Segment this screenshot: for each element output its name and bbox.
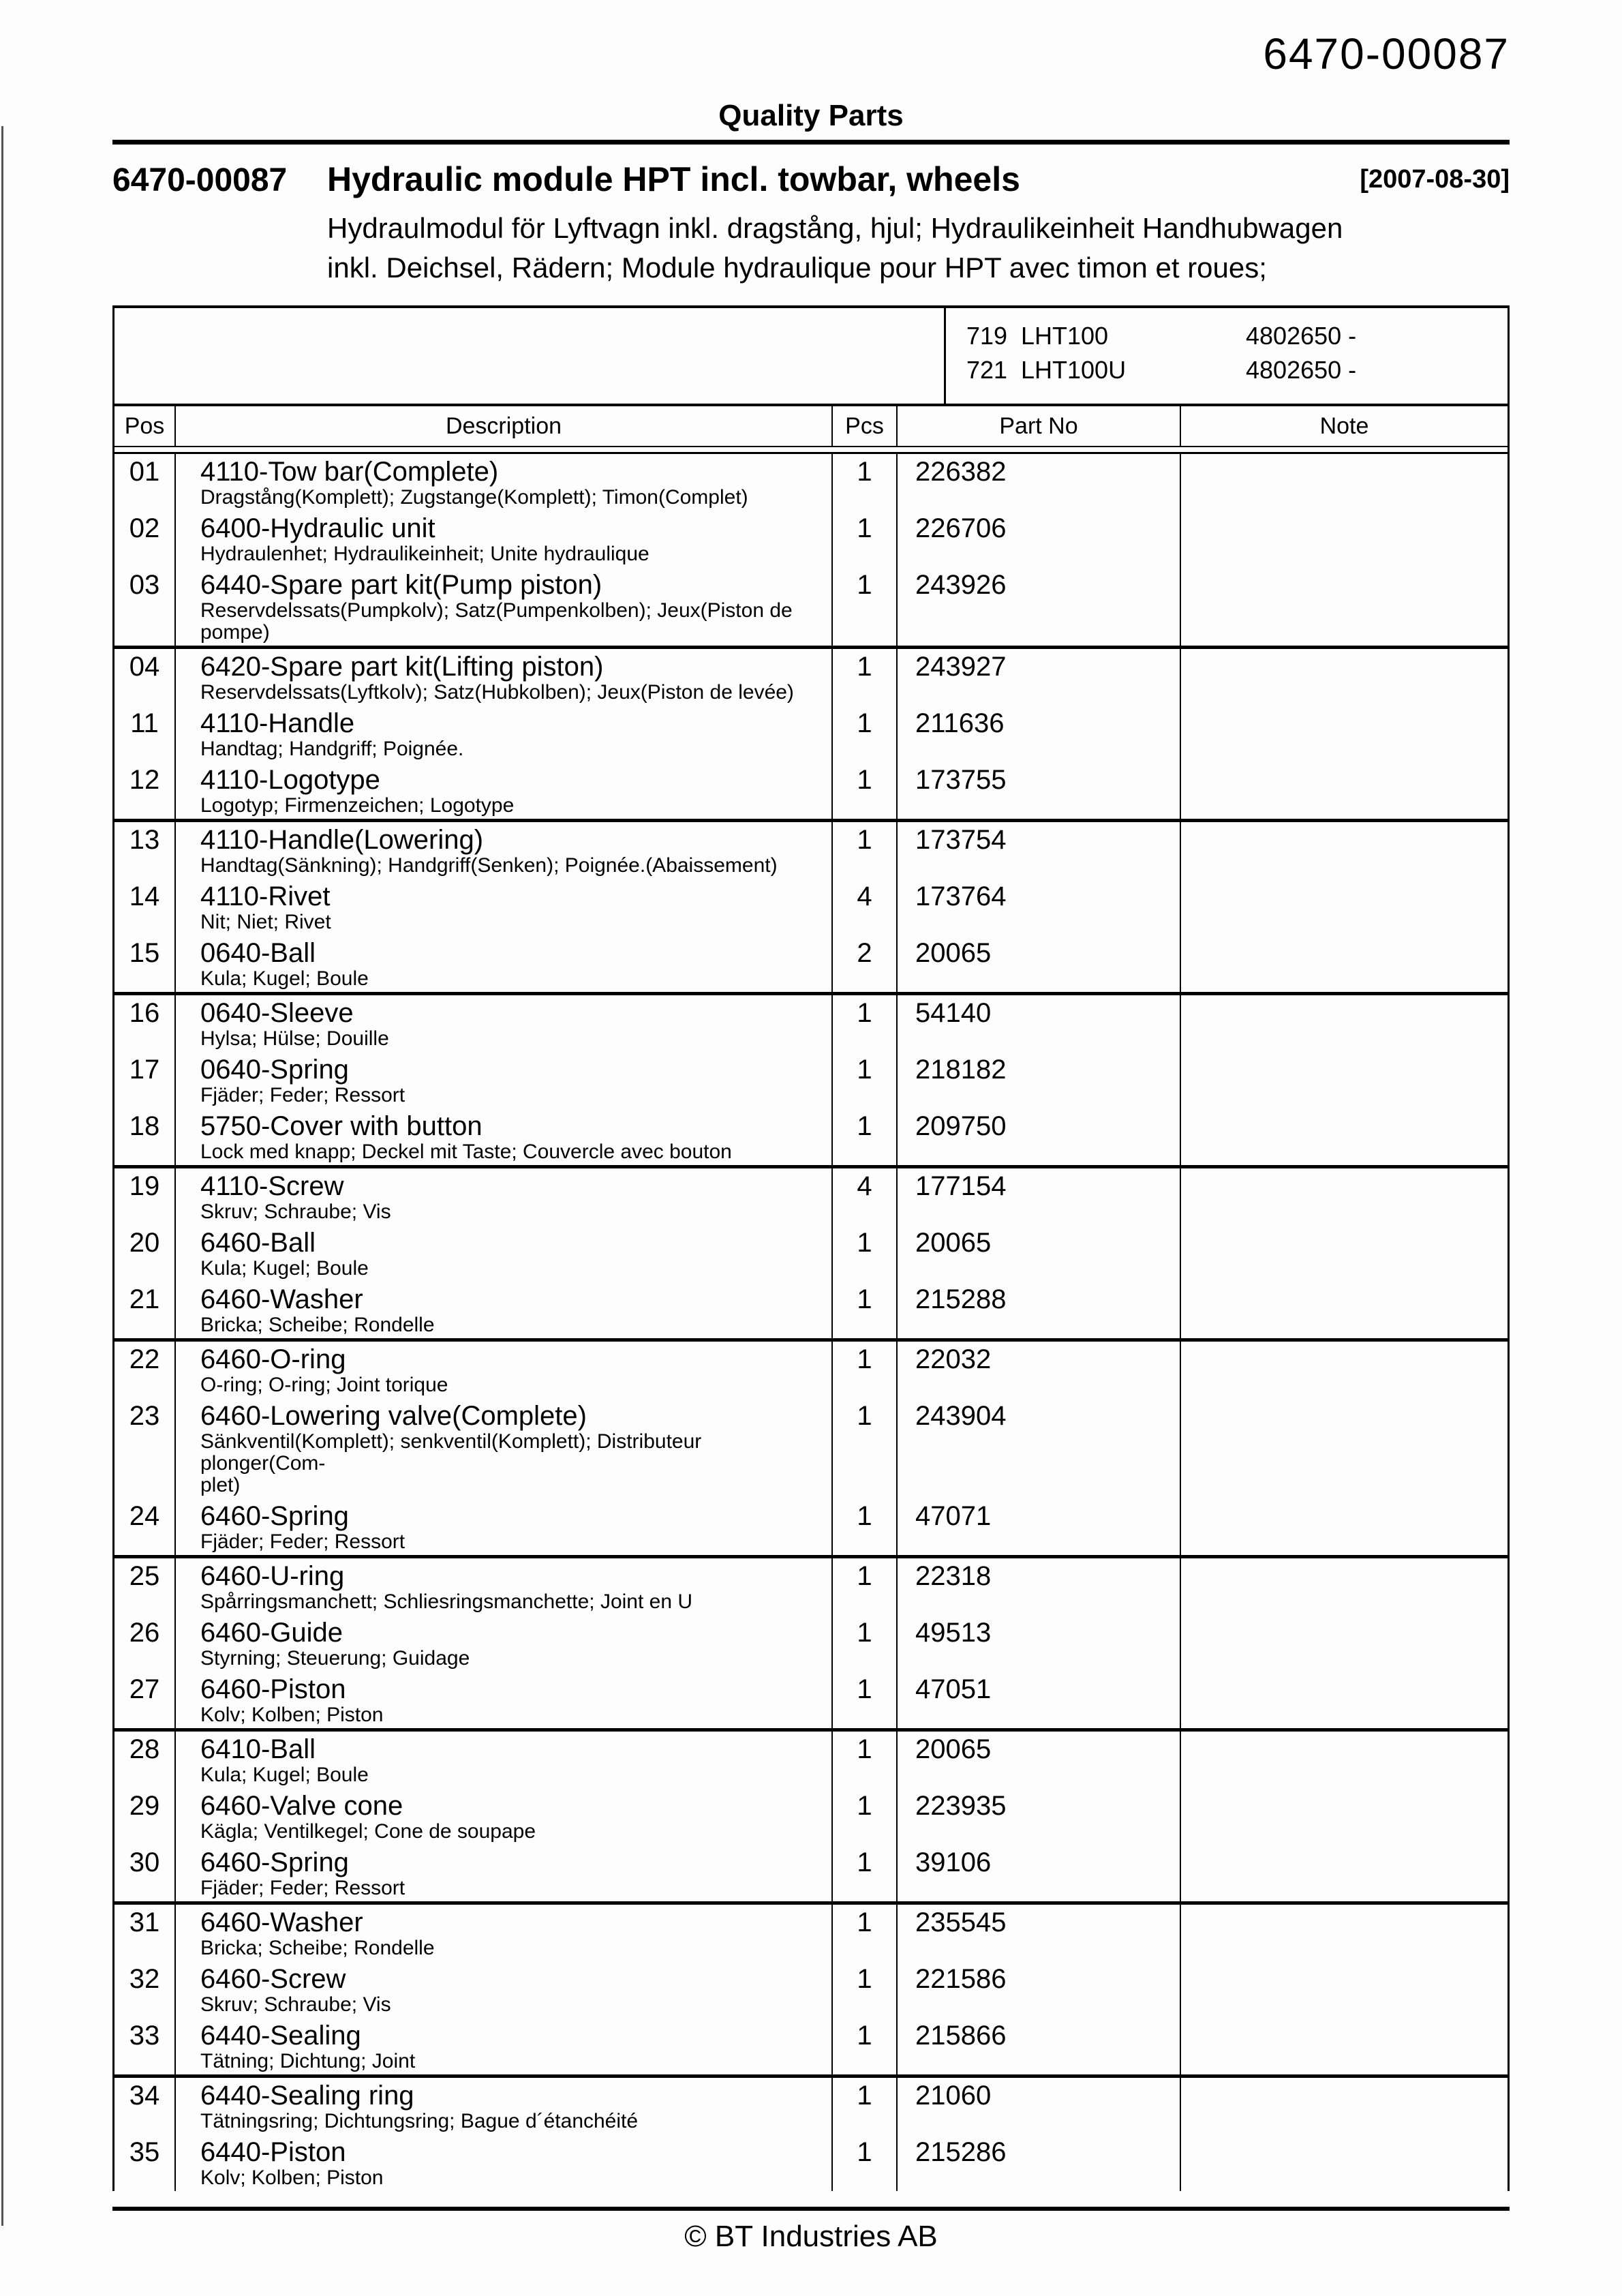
- row-pcs: 1: [833, 1615, 898, 1672]
- row-pos: 28: [114, 1732, 176, 1788]
- row-pos: 32: [114, 1961, 176, 2018]
- row-group: [114, 649, 1508, 822]
- row-description-sub: Fjäder; Feder; Ressort: [200, 1530, 406, 1553]
- row-pcs: 4: [833, 1168, 898, 1225]
- row-pos: 02: [114, 511, 176, 567]
- row-note: [1181, 762, 1508, 819]
- row-description: [176, 1052, 833, 1108]
- column-header-part-no: Part No: [898, 406, 1181, 446]
- table-row: [114, 1905, 1508, 1961]
- row-part-no: 21060: [898, 2078, 1181, 2134]
- row-note: [1181, 2078, 1508, 2134]
- model-code: 719: [966, 322, 1008, 350]
- table-row: [114, 1788, 1508, 1845]
- row-part-no: 218182: [898, 1052, 1181, 1108]
- row-description-sub: Tätning; Dichtung; Joint: [200, 2050, 416, 2072]
- table-row: [114, 1398, 1508, 1498]
- row-note: [1181, 1961, 1508, 2018]
- row-pos: 22: [114, 1342, 176, 1398]
- table-row: [114, 1108, 1508, 1165]
- row-pcs: 1: [833, 995, 898, 1052]
- row-pos: 03: [114, 567, 176, 646]
- applicability-empty-cell: [114, 308, 946, 404]
- row-description-main: 6460-Guide: [200, 1618, 343, 1648]
- row-group: [114, 454, 1508, 649]
- row-group: [114, 1168, 1508, 1342]
- serial-range: 4802650 -: [1246, 322, 1357, 350]
- row-note: [1181, 935, 1508, 992]
- page-header: [112, 0, 1510, 140]
- table-row: [114, 1615, 1508, 1672]
- row-description: [176, 762, 833, 819]
- parts-table: [112, 305, 1510, 2191]
- row-description-sub: Nit; Niet; Rivet: [200, 911, 331, 933]
- table-row: [114, 1558, 1508, 1615]
- row-pos: 30: [114, 1845, 176, 1901]
- row-note: [1181, 1108, 1508, 1165]
- row-description-sub: Bricka; Scheibe; Rondelle: [200, 1937, 435, 1959]
- row-description-sub: Dragstång(Komplett); Zugstange(Komplett); Timon(Complet): [200, 486, 748, 509]
- page-content: [112, 0, 1510, 2191]
- column-header-pcs: Pcs: [833, 406, 898, 446]
- row-description-sub: plet): [200, 1474, 241, 1496]
- row-pcs: 1: [833, 1108, 898, 1165]
- table-row: [114, 706, 1508, 762]
- row-part-no: 215866: [898, 2018, 1181, 2074]
- row-description: [176, 1732, 833, 1788]
- row-description: [176, 1282, 833, 1338]
- table-row: [114, 2018, 1508, 2074]
- revision-date: [2007-08-30]: [1360, 165, 1510, 194]
- row-note: [1181, 1398, 1508, 1498]
- row-description-main: 4110-Tow bar(Complete): [200, 457, 499, 487]
- table-header-row: [114, 406, 1508, 447]
- row-description: [176, 2134, 833, 2191]
- row-description-sub: Kolv; Kolben; Piston: [200, 2166, 384, 2189]
- row-description: [176, 1558, 833, 1615]
- row-description: [176, 1108, 833, 1165]
- row-pcs: 1: [833, 1558, 898, 1615]
- row-pos: 31: [114, 1905, 176, 1961]
- row-pos: 35: [114, 2134, 176, 2191]
- applicability-box: [114, 308, 1508, 406]
- model-name: LHT100U: [1021, 356, 1127, 384]
- row-pos: 19: [114, 1168, 176, 1225]
- row-description-sub: pompe): [200, 621, 270, 644]
- row-description-sub: Kula; Kugel; Boule: [200, 1764, 369, 1786]
- row-description: [176, 1225, 833, 1282]
- row-description: [176, 706, 833, 762]
- row-description-sub: Kula; Kugel; Boule: [200, 967, 369, 990]
- row-note: [1181, 995, 1508, 1052]
- row-part-no: 209750: [898, 1108, 1181, 1165]
- row-description-sub: Styrning; Steuerung; Guidage: [200, 1647, 470, 1670]
- row-part-no: 235545: [898, 1905, 1181, 1961]
- row-part-no: 173754: [898, 822, 1181, 879]
- applicability-row: [966, 353, 1508, 387]
- row-group: [114, 822, 1508, 995]
- row-part-no: 49513: [898, 1615, 1181, 1672]
- row-part-no: 226706: [898, 511, 1181, 567]
- row-description-main: 6400-Hydraulic unit: [200, 513, 435, 543]
- row-description: [176, 1788, 833, 1845]
- row-pcs: 1: [833, 1282, 898, 1338]
- row-description-sub: Bricka; Scheibe; Rondelle: [200, 1314, 435, 1336]
- row-description-sub: Fjäder; Feder; Ressort: [200, 1877, 406, 1899]
- table-row: [114, 1052, 1508, 1108]
- row-note: [1181, 1788, 1508, 1845]
- table-row: [114, 511, 1508, 567]
- row-pcs: 1: [833, 1732, 898, 1788]
- row-description-main: 6460-U-ring: [200, 1561, 345, 1591]
- row-description: [176, 1905, 833, 1961]
- row-part-no: 173755: [898, 762, 1181, 819]
- row-description-sub: Handtag; Handgriff; Poignée.: [200, 738, 464, 760]
- row-note: [1181, 879, 1508, 935]
- row-group: [114, 995, 1508, 1168]
- row-note: [1181, 1672, 1508, 1728]
- row-pos: 04: [114, 649, 176, 706]
- row-description-main: 4110-Rivet: [200, 881, 331, 911]
- table-row: [114, 1225, 1508, 1282]
- row-description-main: 4110-Handle: [200, 708, 355, 738]
- row-pos: 23: [114, 1398, 176, 1498]
- row-pcs: 1: [833, 1961, 898, 2018]
- row-pcs: 1: [833, 454, 898, 511]
- row-description: [176, 511, 833, 567]
- row-pcs: 1: [833, 1225, 898, 1282]
- row-pcs: 1: [833, 1498, 898, 1555]
- row-pcs: 1: [833, 2018, 898, 2074]
- row-description: [176, 649, 833, 706]
- column-header-note: Note: [1319, 412, 1369, 439]
- row-group: [114, 1342, 1508, 1558]
- table-body: [114, 454, 1508, 2191]
- row-description-sub: Kägla; Ventilkegel; Cone de soupape: [200, 1820, 536, 1843]
- row-pos: 24: [114, 1498, 176, 1555]
- row-description: [176, 935, 833, 992]
- row-description: [176, 1168, 833, 1225]
- row-pos: 34: [114, 2078, 176, 2134]
- row-description-sub: Hydraulenhet; Hydraulikeinheit; Unite hydraulique: [200, 543, 649, 565]
- table-row: [114, 1282, 1508, 1338]
- row-note: [1181, 1282, 1508, 1338]
- row-note: [1181, 454, 1508, 511]
- row-pcs: 1: [833, 2134, 898, 2191]
- row-description: [176, 1615, 833, 1672]
- row-description-sub: Lock med knapp; Deckel mit Taste; Couvercle avec bouton: [200, 1141, 732, 1163]
- row-description: [176, 822, 833, 879]
- row-description: [176, 1342, 833, 1398]
- table-row: [114, 649, 1508, 706]
- row-group: [114, 1558, 1508, 1732]
- row-description-main: 6440-Piston: [200, 2137, 346, 2167]
- row-pcs: 1: [833, 822, 898, 879]
- table-row: [114, 567, 1508, 646]
- row-description: [176, 567, 833, 646]
- row-part-no: 47071: [898, 1498, 1181, 1555]
- row-description-main: 6460-Piston: [200, 1674, 346, 1704]
- header-rule: [112, 140, 1510, 145]
- row-description-main: 6420-Spare part kit(Lifting piston): [200, 652, 604, 682]
- applicability-row: [966, 319, 1508, 353]
- row-description: [176, 879, 833, 935]
- row-part-no: 20065: [898, 1225, 1181, 1282]
- row-description: [176, 2018, 833, 2074]
- row-description: [176, 1672, 833, 1728]
- row-pos: 01: [114, 454, 176, 511]
- row-pcs: 1: [833, 1788, 898, 1845]
- row-note: [1181, 1845, 1508, 1901]
- scan-edge-artifact: [1, 126, 3, 2226]
- row-group: [114, 2078, 1508, 2191]
- model-code: 721: [966, 356, 1008, 384]
- row-description-sub: Handtag(Sänkning); Handgriff(Senken); Poignée.(Abaissement): [200, 854, 778, 877]
- row-pos: 27: [114, 1672, 176, 1728]
- row-pcs: 1: [833, 1398, 898, 1498]
- row-description-main: 6460-Ball: [200, 1228, 316, 1258]
- row-note: [1181, 1225, 1508, 1282]
- row-pcs: 1: [833, 511, 898, 567]
- row-pcs: 1: [833, 1905, 898, 1961]
- model-name: LHT100: [1021, 322, 1109, 350]
- row-description-main: 0640-Spring: [200, 1055, 349, 1085]
- row-pos: 15: [114, 935, 176, 992]
- row-description-main: 6460-Spring: [200, 1847, 349, 1877]
- page-title: Hydraulic module HPT incl. towbar, wheels: [327, 160, 1020, 198]
- row-part-no: 215288: [898, 1282, 1181, 1338]
- row-description: [176, 454, 833, 511]
- row-pos: 33: [114, 2018, 176, 2074]
- title-doc-number: 6470-00087: [112, 162, 288, 198]
- row-pcs: 1: [833, 1052, 898, 1108]
- row-description-main: 4110-Handle(Lowering): [200, 825, 484, 855]
- row-description: [176, 1845, 833, 1901]
- row-pos: 11: [114, 706, 176, 762]
- row-description-sub: Kula; Kugel; Boule: [200, 1257, 369, 1280]
- row-description-main: 6410-Ball: [200, 1734, 316, 1764]
- row-pos: 25: [114, 1558, 176, 1615]
- table-row: [114, 1342, 1508, 1398]
- row-pos: 14: [114, 879, 176, 935]
- table-row: [114, 1961, 1508, 2018]
- row-part-no: 39106: [898, 1845, 1181, 1901]
- applicability-models: [946, 308, 1508, 404]
- table-row: [114, 1732, 1508, 1788]
- row-description-main: 6440-Sealing: [200, 2021, 361, 2051]
- row-pcs: 1: [833, 1342, 898, 1398]
- table-row: [114, 935, 1508, 992]
- row-description-main: 6460-Screw: [200, 1964, 346, 1994]
- row-description-main: 6460-Washer: [200, 1907, 363, 1937]
- row-note: [1181, 511, 1508, 567]
- row-note: [1181, 2018, 1508, 2074]
- row-description-main: 6460-Spring: [200, 1501, 349, 1531]
- row-description: [176, 1398, 833, 1498]
- row-part-no: 177154: [898, 1168, 1181, 1225]
- row-pos: 17: [114, 1052, 176, 1108]
- row-description-main: 6460-Washer: [200, 1284, 363, 1314]
- row-part-no: 215286: [898, 2134, 1181, 2191]
- row-description-sub: Spårringsmanchett; Schliesringsmanchette; Joint en U: [200, 1590, 693, 1613]
- column-header-pos: Pos: [114, 406, 176, 446]
- row-part-no: 22032: [898, 1342, 1181, 1398]
- row-note: [1181, 1615, 1508, 1672]
- row-description-sub: Skruv; Schraube; Vis: [200, 1993, 391, 2016]
- row-part-no: 243904: [898, 1398, 1181, 1498]
- table-row: [114, 1168, 1508, 1225]
- table-row: [114, 1845, 1508, 1901]
- row-note: [1181, 1342, 1508, 1398]
- serial-range: 4802650 -: [1246, 356, 1357, 384]
- table-row: [114, 879, 1508, 935]
- header-double-rule: [114, 447, 1508, 454]
- row-part-no: 243927: [898, 649, 1181, 706]
- row-part-no: 221586: [898, 1961, 1181, 2018]
- row-group: [114, 1905, 1508, 2078]
- row-description: [176, 1961, 833, 2018]
- row-note: [1181, 567, 1508, 646]
- row-description-sub: Tätningsring; Dichtungsring; Bague d´étanchéité: [200, 2110, 639, 2132]
- row-note: [1181, 1732, 1508, 1788]
- row-pcs: 1: [833, 1845, 898, 1901]
- row-description-main: 6460-Valve cone: [200, 1791, 403, 1821]
- row-description-main: 4110-Logotype: [200, 765, 380, 795]
- row-part-no: 20065: [898, 1732, 1181, 1788]
- table-row: [114, 1672, 1508, 1728]
- row-note: [1181, 706, 1508, 762]
- row-note: [1181, 1168, 1508, 1225]
- row-part-no: 243926: [898, 567, 1181, 646]
- row-description-main: 5750-Cover with button: [200, 1111, 483, 1141]
- row-description-sub: Logotyp; Firmenzeichen; Logotype: [200, 794, 515, 817]
- row-pcs: 1: [833, 706, 898, 762]
- row-description-sub: Kolv; Kolben; Piston: [200, 1704, 384, 1726]
- footer-rule: [112, 2207, 1510, 2211]
- row-description-main: 0640-Sleeve: [200, 998, 354, 1028]
- table-row: [114, 762, 1508, 819]
- row-note: [1181, 2134, 1508, 2191]
- row-pos: 21: [114, 1282, 176, 1338]
- row-note: [1181, 1052, 1508, 1108]
- table-row: [114, 822, 1508, 879]
- page-subtitle: Hydraulmodul för Lyftvagn inkl. dragstång, hjul; Hydraulikeinheit Handhubwagen inkl. Deichsel, Rädern; Module hydraulique pour HPT avec timon et roues;: [327, 212, 1343, 284]
- row-pcs: 1: [833, 1672, 898, 1728]
- row-part-no: 20065: [898, 935, 1181, 992]
- row-note: [1181, 649, 1508, 706]
- row-part-no: 54140: [898, 995, 1181, 1052]
- row-pcs: 4: [833, 879, 898, 935]
- row-description-main: 6440-Spare part kit(Pump piston): [200, 570, 602, 600]
- row-pcs: 1: [833, 762, 898, 819]
- row-description-sub: Reservdelssats(Pumpkolv); Satz(Pumpenkolben); Jeux(Piston de: [200, 599, 793, 622]
- row-note: [1181, 1498, 1508, 1555]
- header-title: Quality Parts: [718, 99, 904, 132]
- row-part-no: 211636: [898, 706, 1181, 762]
- row-description-sub: O-ring; O-ring; Joint torique: [200, 1374, 448, 1396]
- column-header-description: Description: [176, 406, 833, 446]
- row-part-no: 226382: [898, 454, 1181, 511]
- row-note: [1181, 1905, 1508, 1961]
- table-row: [114, 2134, 1508, 2191]
- row-description: [176, 2078, 833, 2134]
- table-row: [114, 2078, 1508, 2134]
- document-number-top-right: 6470-00087: [1263, 29, 1510, 78]
- row-description: [176, 995, 833, 1052]
- row-pcs: 1: [833, 567, 898, 646]
- table-row: [114, 995, 1508, 1052]
- row-part-no: 22318: [898, 1558, 1181, 1615]
- row-description-sub: Hylsa; Hülse; Douille: [200, 1027, 389, 1050]
- row-pos: 26: [114, 1615, 176, 1672]
- title-block: [112, 160, 1510, 199]
- row-description-main: 6440-Sealing ring: [200, 2081, 414, 2111]
- row-pos: 16: [114, 995, 176, 1052]
- table-row: [114, 1498, 1508, 1555]
- row-description-main: 6460-O-ring: [200, 1344, 346, 1374]
- row-pos: 29: [114, 1788, 176, 1845]
- row-description-main: 4110-Screw: [200, 1171, 344, 1201]
- row-pos: 18: [114, 1108, 176, 1165]
- footer-copyright: © BT Industries AB: [684, 2220, 938, 2253]
- row-part-no: 223935: [898, 1788, 1181, 1845]
- row-pos: 13: [114, 822, 176, 879]
- row-part-no: 173764: [898, 879, 1181, 935]
- table-row: [114, 454, 1508, 511]
- row-description-sub: Skruv; Schraube; Vis: [200, 1200, 391, 1223]
- row-pcs: 2: [833, 935, 898, 992]
- row-description: [176, 1498, 833, 1555]
- row-description-main: 0640-Ball: [200, 938, 316, 968]
- row-group: [114, 1732, 1508, 1905]
- row-note: [1181, 822, 1508, 879]
- row-pos: 12: [114, 762, 176, 819]
- row-description-main: 6460-Lowering valve(Complete): [200, 1401, 587, 1431]
- row-pos: 20: [114, 1225, 176, 1282]
- row-description-sub: Sänkventil(Komplett); senkventil(Komplett); Distributeur plonger(Com-: [200, 1430, 702, 1475]
- row-part-no: 47051: [898, 1672, 1181, 1728]
- row-description-sub: Reservdelssats(Lyftkolv); Satz(Hubkolben); Jeux(Piston de levée): [200, 681, 794, 704]
- row-pcs: 1: [833, 649, 898, 706]
- row-description-sub: Fjäder; Feder; Ressort: [200, 1084, 406, 1106]
- row-pcs: 1: [833, 2078, 898, 2134]
- row-note: [1181, 1558, 1508, 1615]
